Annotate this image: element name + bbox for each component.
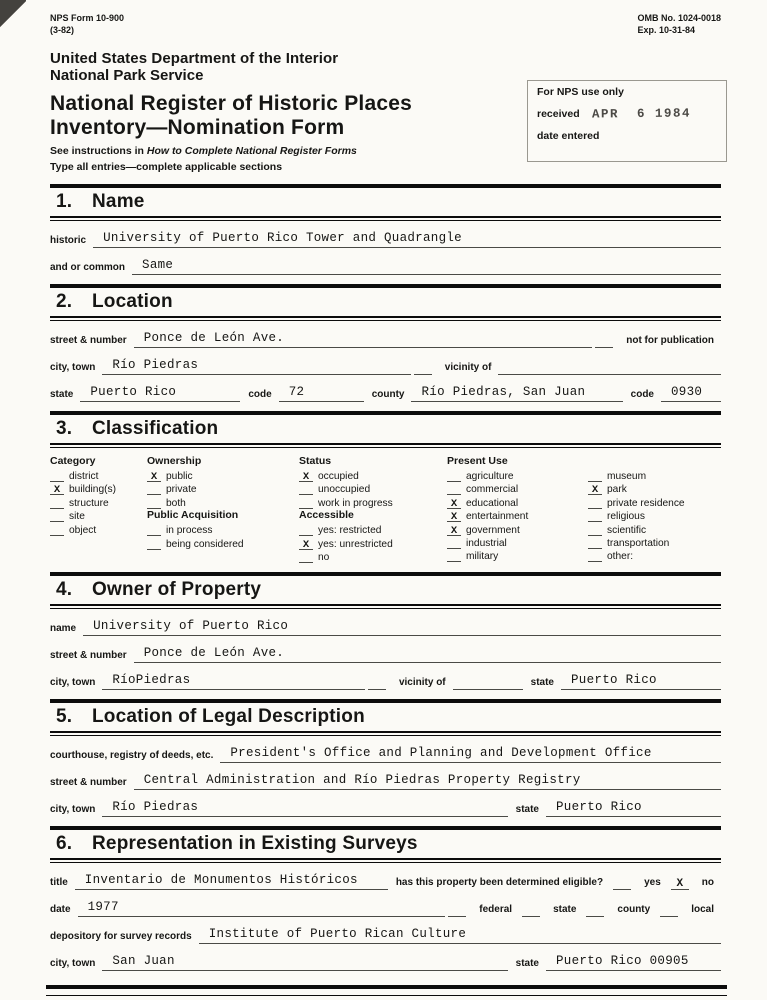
- option-industrial: industrial: [447, 536, 588, 549]
- section-4-name: Owner of Property: [92, 578, 262, 600]
- checkbox-blank: [147, 485, 161, 495]
- option-unoccupied: unoccupied: [299, 482, 447, 495]
- code-value: 72: [279, 385, 364, 402]
- checkbox-blank: X: [50, 485, 64, 495]
- survey-date-value: 1977: [78, 900, 446, 917]
- owner-city-label: city, town: [50, 676, 96, 688]
- legal-city-label: city, town: [50, 803, 96, 815]
- section-6-name: Representation in Existing Surveys: [92, 832, 418, 854]
- section-2-title: [50, 288, 721, 316]
- city-value: Río Piedras: [102, 358, 410, 375]
- checkbox-blank: [447, 472, 461, 482]
- checkbox-blank: [588, 499, 602, 509]
- option-religious: religious: [588, 509, 721, 522]
- survey-city-value: San Juan: [102, 954, 507, 971]
- option-occupied: X occupied: [299, 469, 447, 482]
- form-meta: [50, 12, 721, 36]
- option-object: object: [50, 522, 147, 535]
- section-rule: [50, 731, 721, 736]
- county-value: Río Piedras, San Juan: [411, 385, 622, 402]
- checkbox-blank: [414, 363, 432, 375]
- option-government: X government: [447, 522, 588, 535]
- checkbox-blank: [660, 905, 678, 917]
- field-row-legal-city: [50, 800, 721, 817]
- checkbox-blank: [586, 905, 604, 917]
- section-3-number: 3.: [56, 417, 73, 439]
- owner-state-value: Puerto Rico: [561, 673, 721, 690]
- owner-street-value: Ponce de León Ave.: [134, 646, 721, 663]
- section-2-number: 2.: [56, 290, 73, 312]
- checkbox-blank: [50, 472, 64, 482]
- department-title: United States Department of the Interior: [50, 50, 339, 68]
- option-agriculture: agriculture: [447, 469, 588, 482]
- survey-title-label: title: [50, 876, 68, 888]
- level-state-label: state: [553, 903, 577, 915]
- status-column: [299, 455, 447, 563]
- date-entered-label: date entered: [537, 130, 600, 143]
- checkbox-blank: [299, 553, 313, 563]
- ownership-heading: Ownership: [147, 454, 202, 467]
- city-label: city, town: [50, 361, 96, 373]
- option-site: site: [50, 509, 147, 522]
- section-5-header: [50, 699, 721, 736]
- received-date-stamp: APR 6 1984: [591, 106, 691, 122]
- option-being-considered: being considered: [147, 536, 299, 549]
- code-label: code: [248, 388, 272, 400]
- option-work-in-progress: work in progress: [299, 495, 447, 508]
- field-row-owner-street: [50, 646, 721, 663]
- county-label: county: [371, 388, 405, 400]
- section-6-title: [50, 830, 721, 858]
- survey-state-label: state: [515, 957, 539, 969]
- checkbox-blank: [368, 678, 386, 690]
- checkbox-blank: [447, 485, 461, 495]
- field-row-survey-title: [50, 873, 721, 890]
- checkbox-blank: X: [447, 526, 461, 536]
- option-museum: museum: [588, 469, 721, 482]
- option-both: both: [147, 495, 299, 508]
- code2-label: code: [630, 388, 654, 400]
- field-row-state: [50, 385, 721, 402]
- received-label: received: [537, 108, 580, 121]
- agency-title: National Park Service: [50, 67, 204, 85]
- checkbox-blank: [299, 499, 313, 509]
- option-scientific: scientific: [588, 522, 721, 535]
- next-section-rule: [46, 985, 727, 989]
- section-rule: [50, 216, 721, 221]
- courthouse-label: courthouse, registry of deeds, etc.: [50, 749, 214, 761]
- option-military: military: [447, 549, 588, 562]
- vicinity-label: vicinity of: [444, 361, 492, 373]
- form-number: NPS Form 10-900: [50, 13, 125, 23]
- section-2-name: Location: [92, 290, 173, 312]
- checkbox-blank: [50, 499, 64, 509]
- nps-use-only-box: [527, 80, 727, 162]
- option-park: X park: [588, 482, 721, 495]
- field-row-common: [50, 258, 721, 275]
- option-educational: X educational: [447, 495, 588, 508]
- checkbox-blank: [522, 905, 540, 917]
- option-structure: structure: [50, 495, 147, 508]
- section-6-header: [50, 826, 721, 863]
- owner-city-value: RíoPiedras: [102, 673, 365, 690]
- historic-value: University of Puerto Rico Tower and Quadrangle: [93, 231, 721, 248]
- section-rule: [50, 316, 721, 321]
- depository-label: depository for survey records: [50, 930, 192, 942]
- next-section-rule-thin: [46, 995, 727, 996]
- accessible-heading: Accessible: [299, 508, 354, 521]
- checkbox-blank: [448, 905, 466, 917]
- field-row-street: [50, 331, 721, 348]
- present-use-heading-2: [588, 455, 721, 469]
- section-5-number: 5.: [56, 705, 73, 727]
- checkbox-blank: [588, 526, 602, 536]
- street-value: Ponce de León Ave.: [134, 331, 593, 348]
- category-heading: Category: [50, 454, 96, 467]
- omb-expiration: Exp. 10-31-84: [637, 25, 695, 36]
- ownership-column: [147, 455, 299, 563]
- checkbox-blank: X: [588, 485, 602, 495]
- section-rule: [50, 443, 721, 448]
- depository-value: Institute of Puerto Rican Culture: [199, 927, 721, 944]
- option-district: district: [50, 469, 147, 482]
- instructions-line2: Type all entries—complete applicable sections: [50, 160, 283, 173]
- option-entertainment: X entertainment: [447, 509, 588, 522]
- owner-street-label: street & number: [50, 649, 127, 661]
- checkbox-blank: X: [671, 878, 689, 890]
- owner-state-label: state: [530, 676, 554, 688]
- section-3-name: Classification: [92, 417, 219, 439]
- option-public: X public: [147, 469, 299, 482]
- title-block: [50, 86, 721, 174]
- instructions-book-title: How to Complete National Register Forms: [146, 145, 357, 158]
- blank-line: [453, 673, 523, 690]
- option-private-residence: private residence: [588, 495, 721, 508]
- checkbox-blank: [447, 539, 461, 549]
- legal-city-value: Río Piedras: [102, 800, 507, 817]
- checkbox-blank: [588, 512, 602, 522]
- survey-state-value: Puerto Rico 00905: [546, 954, 721, 971]
- omb-number: OMB No. 1024-0018: [637, 13, 721, 23]
- level-local-label: local: [691, 903, 714, 915]
- state-label: state: [50, 388, 74, 400]
- section-5-name: Location of Legal Description: [92, 705, 365, 727]
- field-row-owner-name: [50, 619, 721, 636]
- form-revision: (3-82): [50, 25, 75, 36]
- checkbox-blank: [147, 499, 161, 509]
- section-5-title: [50, 703, 721, 731]
- checkbox-blank: [595, 336, 613, 348]
- section-1-title: [50, 188, 721, 216]
- category-column: [50, 455, 147, 563]
- public-acquisition-heading: Public Acquisition: [147, 508, 239, 521]
- field-row-city: [50, 358, 721, 375]
- survey-city-label: city, town: [50, 957, 96, 969]
- checkbox-blank: [147, 540, 161, 550]
- present-use-column-2: [588, 455, 721, 563]
- eligible-question-label: has this property been determined eligible?: [395, 876, 604, 888]
- present-use-column: [447, 455, 588, 563]
- option-buildings: X building(s): [50, 482, 147, 495]
- option-private: private: [147, 482, 299, 495]
- section-2-header: [50, 284, 721, 321]
- section-4-number: 4.: [56, 578, 73, 600]
- common-value: Same: [132, 258, 721, 275]
- owner-name-value: University of Puerto Rico: [83, 619, 721, 636]
- field-row-courthouse: [50, 746, 721, 763]
- legal-state-value: Puerto Rico: [546, 800, 721, 817]
- section-1-header: [50, 184, 721, 221]
- checkbox-blank: X: [447, 499, 461, 509]
- historic-label: historic: [50, 234, 87, 246]
- option-no: no: [299, 550, 447, 563]
- legal-street-value: Central Administration and Río Piedras Property Registry: [134, 773, 721, 790]
- field-row-historic: [50, 231, 721, 248]
- section-6-number: 6.: [56, 832, 73, 854]
- not-for-publication-label: not for publication: [626, 334, 714, 346]
- field-row-survey-date: [50, 900, 721, 917]
- checkbox-blank: [588, 552, 602, 562]
- checkbox-blank: [299, 526, 313, 536]
- courthouse-value: President's Office and Planning and Development Office: [220, 746, 721, 763]
- section-4-header: [50, 572, 721, 609]
- section-3-title: [50, 415, 721, 443]
- eligible-yes-label: yes: [644, 876, 661, 888]
- blank-line: [498, 358, 721, 375]
- survey-date-label: date: [50, 903, 71, 915]
- field-row-owner-city: [50, 673, 721, 690]
- checkbox-blank: [50, 526, 64, 536]
- classification-grid: [50, 455, 721, 563]
- field-row-survey-city: [50, 954, 721, 971]
- checkbox-blank: [299, 485, 313, 495]
- checkbox-blank: X: [147, 472, 161, 482]
- status-heading: Status: [299, 454, 332, 467]
- checkbox-blank: [588, 472, 602, 482]
- legal-street-label: street & number: [50, 776, 127, 788]
- section-3-header: [50, 411, 721, 448]
- section-1-name: Name: [92, 190, 145, 212]
- checkbox-blank: [613, 878, 631, 890]
- checkbox-blank: [50, 512, 64, 522]
- option-transportation: transportation: [588, 536, 721, 549]
- code2-value: 0930: [661, 385, 721, 402]
- form-title-line2: Inventory—Nomination Form: [50, 115, 345, 139]
- owner-vicinity-label: vicinity of: [398, 676, 446, 688]
- option-other: other:: [588, 549, 721, 562]
- legal-state-label: state: [515, 803, 539, 815]
- nps-box-heading: For NPS use only: [537, 86, 624, 99]
- street-label: street & number: [50, 334, 127, 346]
- level-county-label: county: [617, 903, 651, 915]
- checkbox-blank: X: [299, 472, 313, 482]
- checkbox-blank: [147, 526, 161, 536]
- section-rule: [50, 604, 721, 609]
- scan-corner-artifact: [0, 0, 26, 38]
- checkbox-blank: X: [299, 540, 313, 550]
- field-row-legal-street: [50, 773, 721, 790]
- section-4-title: [50, 576, 721, 604]
- option-in-process: in process: [147, 523, 299, 536]
- checkbox-blank: [588, 539, 602, 549]
- option-yes-restricted: yes: restricted: [299, 523, 447, 536]
- survey-title-value: Inventario de Monumentos Históricos: [75, 873, 388, 890]
- present-use-heading: Present Use: [447, 454, 508, 467]
- option-commercial: commercial: [447, 482, 588, 495]
- section-1-number: 1.: [56, 190, 73, 212]
- checkbox-blank: [447, 552, 461, 562]
- checkbox-blank: X: [447, 512, 461, 522]
- option-yes-unrestricted: X yes: unrestricted: [299, 536, 447, 549]
- form-title-line1: National Register of Historic Places: [50, 92, 412, 116]
- eligible-no-label: no: [701, 876, 714, 888]
- field-row-depository: [50, 927, 721, 944]
- level-federal-label: federal: [479, 903, 513, 915]
- state-value: Puerto Rico: [80, 385, 240, 402]
- instructions-prefix: See instructions in: [50, 145, 147, 158]
- common-label: and or common: [50, 261, 126, 273]
- section-rule: [50, 858, 721, 863]
- owner-name-label: name: [50, 622, 77, 634]
